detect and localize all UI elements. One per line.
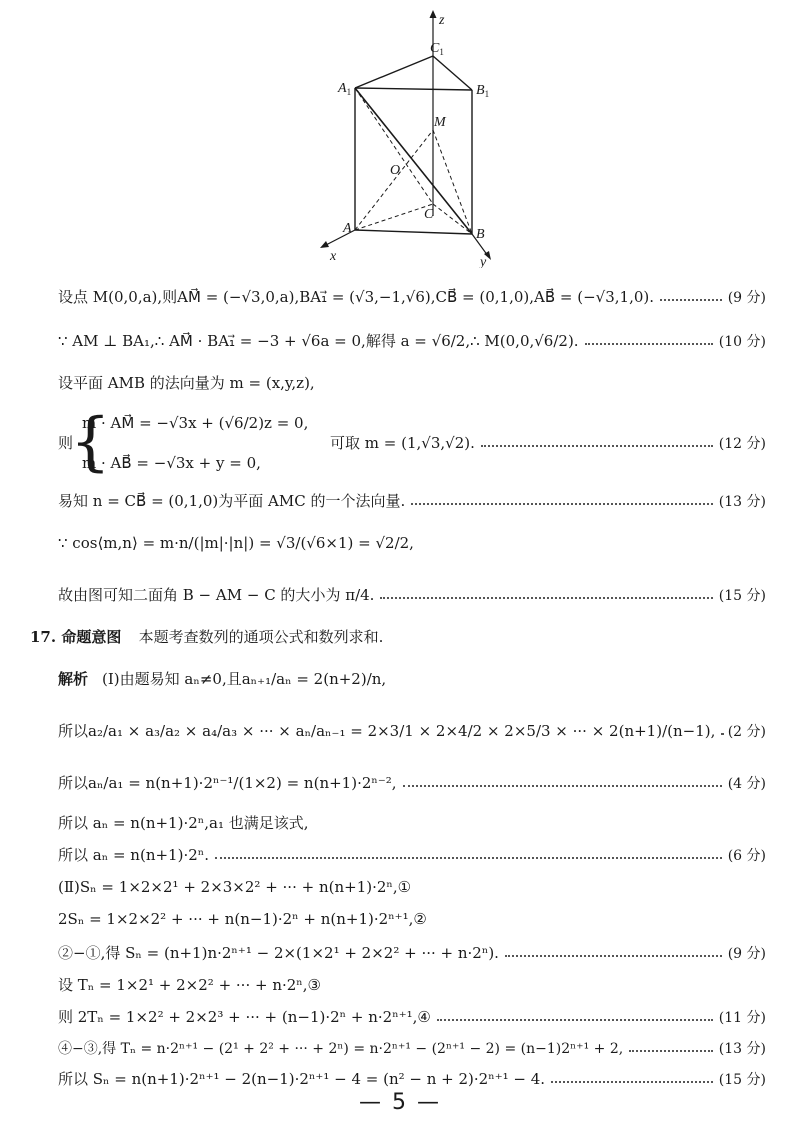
line-text: ∵ cos⟨m,n⟩ = m·n/(|m|·|n|) = √3/(√6×1) = √2/2, bbox=[58, 534, 414, 552]
label-a: A bbox=[343, 221, 352, 236]
solution-line bbox=[58, 372, 766, 393]
leader-dots bbox=[481, 445, 713, 447]
solution-line bbox=[58, 974, 766, 995]
system-row: m · AM⃗ = −√3x + (√6/2)z = 0, bbox=[82, 414, 309, 432]
line-text: ∵ AM ⊥ BA₁,∴ AM⃗ · BA₁⃗ = −3 + √6a = 0,解得 a = √6/2,∴ M(0,0,√6/2). bbox=[58, 332, 579, 350]
score-label: (15 分) bbox=[718, 1071, 766, 1088]
edge-a-c bbox=[355, 204, 433, 230]
line-text: 则 2Tₙ = 1×2² + 2×2³ + ··· + (n−1)·2ⁿ + n·2ⁿ⁺¹,④ bbox=[58, 1008, 431, 1026]
score-label: (12 分) bbox=[718, 435, 766, 452]
line-text: 可取 m = (1,√3,√2). bbox=[330, 434, 475, 452]
solution-line bbox=[58, 910, 766, 928]
solution-line bbox=[58, 490, 766, 511]
edge-c1-b1 bbox=[433, 56, 472, 90]
leader-dots bbox=[505, 955, 722, 957]
leader-dots bbox=[437, 1019, 713, 1021]
leader-dots bbox=[585, 343, 713, 345]
score-label: (2 分) bbox=[727, 723, 766, 740]
score-label: (11 分) bbox=[718, 1009, 766, 1026]
line-text: 设点 M(0,0,a),则AM⃗ = (−√3,0,a),BA₁⃗ = (√3,−1,√6),CB⃗ = (0,1,0),AB⃗ = (−√3,1,0). bbox=[58, 288, 655, 306]
leader-dots bbox=[403, 785, 722, 787]
z-axis-arrow bbox=[430, 10, 437, 18]
score-label: (13 分) bbox=[718, 1041, 766, 1057]
segment-a-m bbox=[355, 130, 433, 230]
line-text: 设平面 AMB 的法向量为 m = (x,y,z), bbox=[58, 374, 315, 392]
score-label: (9 分) bbox=[727, 945, 766, 962]
solution-label: 解析 bbox=[58, 670, 89, 688]
score-label: (9 分) bbox=[727, 289, 766, 306]
solution-line bbox=[58, 720, 766, 741]
solution-line bbox=[58, 878, 766, 896]
label-m: M bbox=[434, 115, 446, 130]
system-row: m · AB⃗ = −√3x + y = 0, bbox=[82, 454, 261, 472]
intent-label: 命题意图 bbox=[61, 628, 122, 646]
label-c1: $C_1$ bbox=[430, 41, 444, 57]
leader-dots bbox=[380, 597, 712, 599]
line-text: 易知 n = CB⃗ = (0,1,0)为平面 AMC 的一个法向量. bbox=[58, 492, 406, 510]
diagonal-a1-b bbox=[355, 88, 472, 234]
solution-line bbox=[58, 772, 766, 793]
line-text: (Ⅰ)由题易知 aₙ≠0,且aₙ₊₁/aₙ = 2(n+2)/n, bbox=[102, 670, 387, 688]
page-number: — 5 — bbox=[359, 1090, 441, 1115]
solution-line bbox=[58, 584, 766, 605]
solution-line bbox=[58, 286, 766, 307]
leader-dots bbox=[411, 503, 713, 505]
solution-line bbox=[58, 1068, 766, 1089]
line-text: ②−①,得 Sₙ = (n+1)n·2ⁿ⁺¹ − 2×(1×2¹ + 2×2² + ··· + n·2ⁿ). bbox=[58, 944, 499, 962]
solution-line bbox=[330, 432, 766, 453]
line-text: 所以 aₙ = n(n+1)·2ⁿ. bbox=[58, 846, 210, 864]
solution-line bbox=[58, 942, 766, 963]
line-text: 所以 aₙ = n(n+1)·2ⁿ,a₁ 也满足该式, bbox=[58, 814, 309, 832]
leader-dots bbox=[629, 1050, 713, 1052]
label-c: C bbox=[424, 207, 434, 222]
label-y: y bbox=[480, 255, 487, 268]
score-label: (10 分) bbox=[718, 333, 766, 350]
solution-line bbox=[58, 668, 766, 689]
solution-line bbox=[58, 1006, 766, 1027]
solution-line bbox=[58, 844, 766, 865]
brace-icon: { bbox=[70, 405, 111, 479]
score-label: (15 分) bbox=[718, 587, 766, 604]
leader-dots bbox=[551, 1081, 713, 1083]
label-b1: $B_1$ bbox=[476, 83, 490, 99]
score-label: (4 分) bbox=[727, 775, 766, 792]
line-text: ④−③,得 Tₙ = n·2ⁿ⁺¹ − (2¹ + 2² + ··· + 2ⁿ) = n·2ⁿ⁺¹ − (2ⁿ⁺¹ − 2) = (n−1)2ⁿ⁺¹ + 2, bbox=[58, 1041, 624, 1057]
label-z: z bbox=[439, 13, 445, 28]
problem-description: 本题考查数列的通项公式和数列求和. bbox=[138, 628, 384, 646]
solution-line bbox=[58, 330, 766, 351]
edge-a-b bbox=[355, 230, 472, 234]
problem-number: 17. bbox=[30, 628, 57, 646]
score-label: (13 分) bbox=[718, 493, 766, 510]
score-label: (6 分) bbox=[727, 847, 766, 864]
label-o: O bbox=[390, 163, 401, 178]
system-prefix: 则 bbox=[58, 434, 74, 452]
edge-a1-c1 bbox=[355, 56, 433, 88]
line-text: 设 Tₙ = 1×2¹ + 2×2² + ··· + n·2ⁿ,③ bbox=[58, 976, 321, 994]
prism-figure bbox=[310, 8, 510, 268]
segment-a1-c bbox=[355, 88, 433, 204]
solution-line bbox=[58, 812, 766, 833]
x-axis-arrow bbox=[320, 241, 329, 248]
edge-a1-b1 bbox=[355, 88, 472, 90]
line-text: 2Sₙ = 1×2×2² + ··· + n(n−1)·2ⁿ + n(n+1)·2ⁿ⁺¹,② bbox=[58, 910, 427, 928]
solution-line bbox=[58, 1038, 766, 1058]
label-a1: $A_1$ bbox=[338, 81, 352, 97]
label-x: x bbox=[330, 249, 337, 264]
line-text: 所以 Sₙ = n(n+1)·2ⁿ⁺¹ − 2(n−1)·2ⁿ⁺¹ − 4 = (n² − n + 2)·2ⁿ⁺¹ − 4. bbox=[58, 1070, 546, 1088]
line-text: 所以a₂/a₁ × a₃/a₂ × a₄/a₃ × ··· × aₙ/aₙ₋₁ = 2×3/1 × 2×4/2 × 2×5/3 × ··· × 2(n+1)/(n−1), bbox=[58, 722, 716, 740]
line-text: 故由图可知二面角 B − AM − C 的大小为 π/4. bbox=[58, 586, 375, 604]
line-text: 所以aₙ/a₁ = n(n+1)·2ⁿ⁻¹/(1×2) = n(n+1)·2ⁿ⁻², bbox=[58, 774, 397, 792]
line-text: (Ⅱ)Sₙ = 1×2×2¹ + 2×3×2² + ··· + n(n+1)·2ⁿ,① bbox=[58, 878, 412, 896]
problem-17-heading bbox=[30, 626, 383, 647]
solution-line bbox=[58, 534, 766, 552]
leader-dots bbox=[660, 299, 722, 301]
label-b: B bbox=[476, 227, 485, 242]
leader-dots bbox=[215, 857, 722, 859]
